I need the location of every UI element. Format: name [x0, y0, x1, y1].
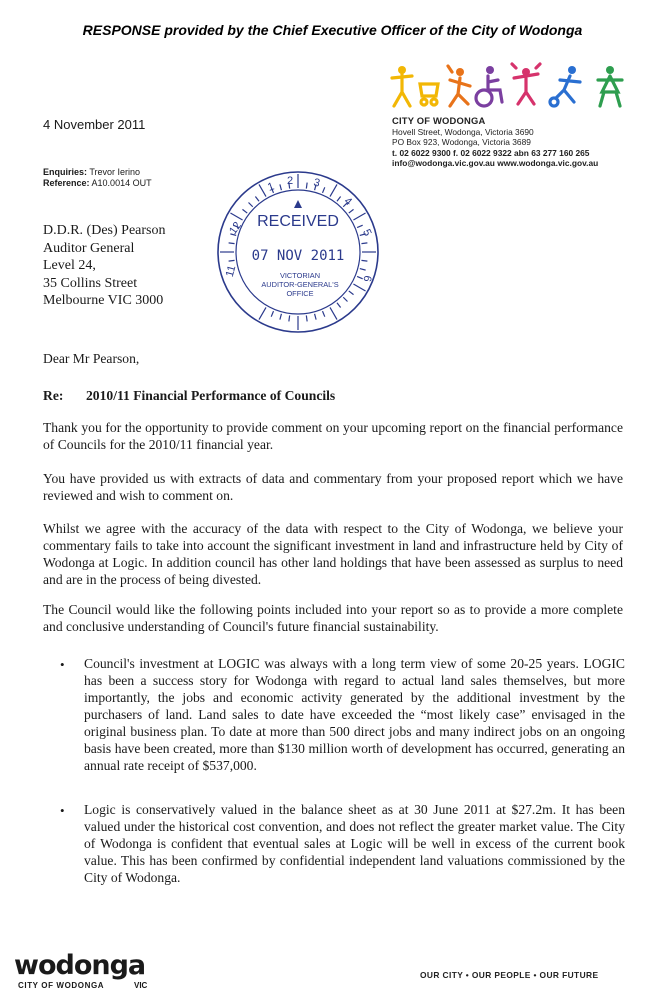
stamp-number: 2	[286, 175, 294, 187]
stamp-tick	[337, 196, 341, 201]
po-box: PO Box 923, Wodonga, Victoria 3689	[392, 137, 531, 148]
stamp-number: 6	[360, 274, 374, 283]
stamp-tick	[315, 314, 317, 320]
stamp-arrow-icon	[294, 200, 302, 208]
stamp-number: 3	[312, 176, 322, 190]
email-website: info@wodonga.vic.gov.au www.wodonga.vic.gov.au	[392, 158, 599, 169]
org-name: CITY OF WODONGA	[392, 115, 486, 126]
stamp-tick	[306, 183, 307, 189]
stamp-tick	[361, 243, 367, 244]
subject-line	[43, 387, 335, 404]
street-address: Hovell Street, Wodonga, Victoria 3690	[392, 126, 534, 137]
stamp-tick	[353, 284, 365, 291]
stamp-tick	[353, 213, 365, 220]
bullet-dot-icon: •	[60, 803, 65, 818]
stamp-tick	[259, 184, 266, 196]
body-paragraph: You have provided us with extracts of data and commentary from your proposed report which we have reviewed and wish to comment on.	[43, 471, 623, 503]
stamp-tick	[343, 297, 347, 301]
stamp-number: 1	[266, 180, 276, 194]
salutation: Dear Mr Pearson,	[43, 351, 140, 366]
bullet-text: Council's investment at LOGIC was always with a long term view of some 20-25 years. LOGIC has been a success story for Wodonga with regard to actual land sales themselves, but more importantly, the jobs and economic activity generated by the additional investment by the purchasers of land. Land sales to date have exceeded the “most likely case” envisaged in the original business plan. To date at more than 500 direct jobs and many indirect jobs on an ongoing basis have been created, more than $130 million worth of development has occurred, generating an annual rate receipt of $537,000.	[84, 656, 625, 773]
stamp-tick	[280, 314, 282, 320]
reference-label: Reference:	[43, 178, 90, 188]
stamp-tick	[230, 213, 242, 220]
address-line: 35 Collins Street	[43, 275, 138, 291]
letter-date: 4 November 2011	[43, 117, 146, 132]
stamp-number: 4	[341, 195, 355, 209]
stamp-date: 07 NOV 2011	[251, 248, 345, 264]
stamp-tick	[242, 209, 247, 213]
bullet-text: Logic is conservatively valued in the balance sheet as at 30 June 2011 at $27.2m. It has been valued under the historical cost convention, and does not reflect the greater market value. The City of Wodonga is confident that eventual sales at Logic will be well in excess of the current book value. This has been confirmed by confidential independent land valuations commissioned by the City of Wodonga.	[84, 802, 625, 885]
address-line: Melbourne VIC 3000	[43, 293, 164, 309]
stamp-office-line: VICTORIAN	[279, 271, 321, 280]
recipient-address	[43, 222, 165, 310]
stamp-tick	[306, 315, 307, 321]
address-line: D.D.R. (Des) Pearson	[43, 223, 166, 238]
received-stamp	[214, 168, 382, 336]
stamp-tick	[229, 260, 235, 261]
stamp-tick	[280, 184, 282, 190]
stamp-tick	[255, 196, 259, 201]
body-paragraph: The Council would like the following points included into your report so as to provide a more complete and conclusive understanding of Council's future financial sustainability.	[43, 602, 623, 634]
stamp-tick	[337, 303, 341, 308]
wodonga-footer-logo	[10, 944, 170, 994]
stamp-tick	[249, 203, 253, 207]
enquiries-label: Enquiries:	[43, 167, 88, 177]
wodonga-figures-logo-icon	[388, 62, 628, 110]
address-line: Level 24,	[43, 258, 96, 274]
address-line: Auditor General	[43, 240, 135, 256]
enquiries-value: Trevor Ierino	[89, 167, 141, 177]
stamp-tick	[271, 311, 273, 317]
reference-value: A10.0014 OUT	[91, 178, 152, 188]
stamp-office-line: OFFICE	[286, 289, 314, 298]
bullet-dot-icon: •	[60, 657, 65, 672]
body-paragraph: Whilst we agree with the accuracy of the data with respect to the City of Wodonga, we believe your commentary fails to take into account the significant investment in land and infrastructure held by City of Wodonga at Logic. In addition council has other land holdings that have been assessed as surplus to need and are in the process of being divested.	[43, 521, 623, 587]
footer-tagline: OUR CITY • OUR PEOPLE • OUR FUTURE	[420, 970, 599, 980]
stamp-number: 5	[359, 227, 374, 239]
footer-logo-sub: CITY OF WODONGA	[18, 981, 105, 990]
stamp-tick	[229, 243, 235, 244]
subject-label: Re:	[43, 388, 64, 403]
footer-logo-word: wodonga	[14, 950, 146, 981]
stamp-tick	[289, 315, 290, 321]
stamp-tick	[360, 269, 366, 271]
stamp-tick	[322, 187, 324, 193]
stamp-number: 11	[223, 264, 239, 279]
enquiries-block	[43, 167, 152, 189]
stamp-number: 12	[227, 219, 244, 237]
phone-fax-abn: t. 02 6022 9300 f. 02 6022 9322 abn 63 277 160 265	[392, 147, 590, 158]
stamp-office-line: AUDITOR-GENERAL'S	[261, 280, 339, 289]
stamp-title: RECEIVED	[257, 213, 339, 230]
stamp-tick	[349, 209, 354, 213]
stamp-tick	[259, 307, 266, 319]
stamp-tick	[322, 311, 324, 317]
letterhead-contact-block	[392, 116, 652, 169]
footer-logo-state: VIC	[134, 981, 148, 990]
stamp-tick	[349, 291, 354, 295]
page-banner: RESPONSE provided by the Chief Executive Officer of the City of Wodonga	[82, 22, 583, 38]
stamp-tick	[330, 184, 337, 196]
body-paragraph: Thank you for the opportunity to provide comment on your upcoming report on the financial performance of Councils for the 2010/11 financial year.	[43, 420, 623, 452]
stamp-tick	[357, 225, 363, 227]
stamp-tick	[361, 260, 367, 261]
subject-text: 2010/11 Financial Performance of Councils	[86, 388, 336, 403]
stamp-tick	[330, 307, 337, 319]
